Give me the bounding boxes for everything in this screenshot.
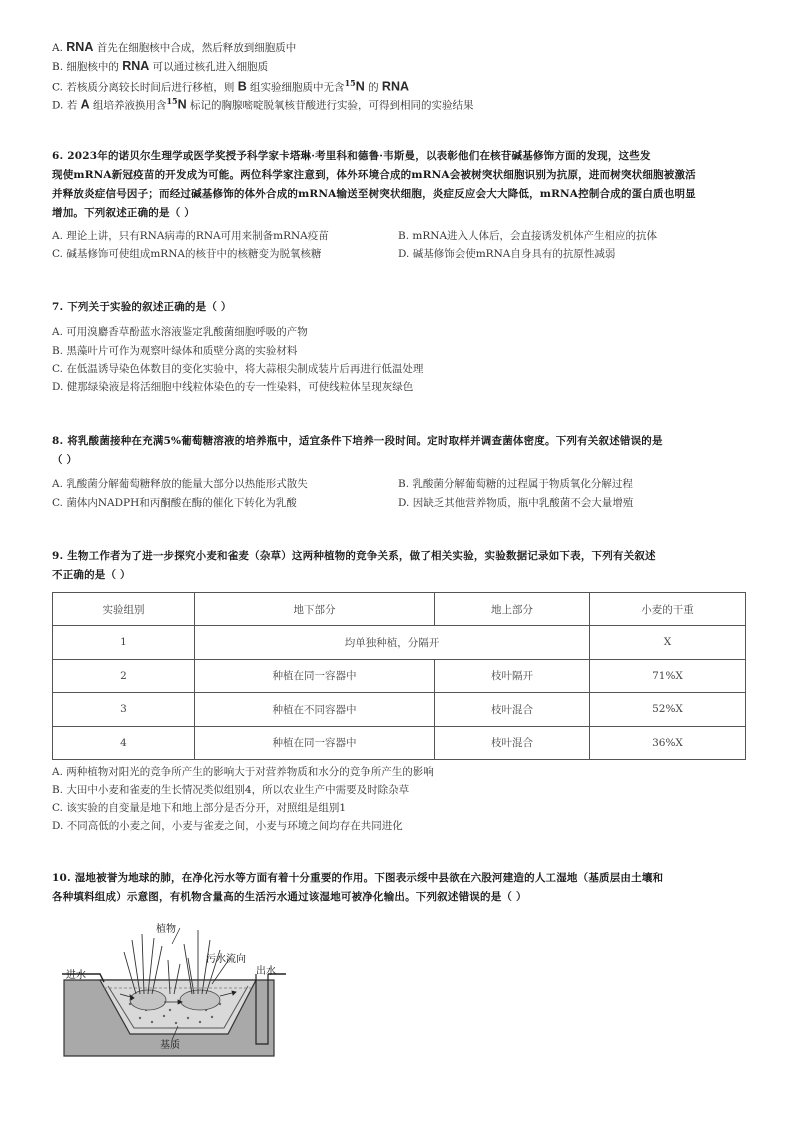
table-cell: 枝叶混合 [435, 726, 590, 760]
table-cell: 均单独种植，分隔开 [195, 626, 590, 660]
q8-option-a: A. 乳酸菌分解葡萄糖释放的能量大部分以热能形式散失 [52, 478, 308, 490]
table-cell: 种植在不同容器中 [195, 693, 435, 727]
table-row [53, 659, 746, 693]
q9-stem-line: 不正确的是（ ） [52, 569, 131, 581]
q6-stem-line: 增加。下列叙述正确的是（ ） [52, 207, 195, 219]
table-cell: 52%X [590, 693, 746, 727]
q7-option-a: A. 可用溴麝香草酚蓝水溶液鉴定乳酸菌细胞呼吸的产物 [52, 326, 308, 338]
q7-option-b: B. 黑藻叶片可作为观察叶绿体和质壁分离的实验材料 [52, 345, 298, 357]
table-cell: X [590, 626, 746, 660]
q10-stem-line: 各种填料组成）示意图，有机物含量高的生活污水通过该湿地可被净化输出。下列叙述错误的是（ ） [52, 891, 527, 903]
q7-stem: 7. 下列关于实验的叙述正确的是（ ） [52, 301, 232, 313]
table-header-cell: 地下部分 [195, 593, 435, 626]
q9-stem [52, 547, 752, 585]
q8-option-b: B. 乳酸菌分解葡萄糖的过程属于物质氧化分解过程 [398, 478, 633, 490]
q8-stem [52, 432, 752, 470]
q9-option-c: C. 该实验的自变量是地下和地上部分是否分开，对照组是组别1 [52, 802, 347, 814]
table-header-row [53, 593, 746, 626]
q8-option-d: D. 因缺乏其他营养物质，瓶中乳酸菌不会大量增殖 [398, 497, 634, 509]
figure-label-inlet: 进水 [66, 970, 86, 981]
q9-data-table [52, 592, 746, 760]
table-row [53, 693, 746, 727]
q9-option-d: D. 不同高低的小麦之间，小麦与雀麦之间，小麦与环境之间均存在共同进化 [52, 820, 403, 832]
table-cell: 3 [53, 693, 195, 727]
q7-option-c: C. 在低温诱导染色体数目的变化实验中，将大蒜根尖制成装片后再进行低温处理 [52, 363, 424, 375]
table-cell: 1 [53, 626, 195, 660]
figure-label-outlet: 出水 [256, 966, 276, 977]
table-cell: 枝叶混合 [435, 693, 590, 727]
wetland-diagram [60, 914, 290, 1066]
table-cell: 36%X [590, 726, 746, 760]
q5-option-a: A. RNA 首先在细胞核中合成，然后释放到细胞质中 [52, 40, 297, 54]
table-cell: 种植在同一容器中 [195, 726, 435, 760]
q6-option-b: B. mRNA进入人体后，会直接诱发机体产生相应的抗体 [398, 230, 658, 242]
q7-option-d: D. 健那绿染液是将活细胞中线粒体染色的专一性染料，可使线粒体呈现灰绿色 [52, 381, 414, 393]
q5-option-d: D. 若 A 组培养液换用含$^{15}$N 标记的胸腺嘧啶脱氧核苷酸进行实验，可得到相同的实验结果 [52, 96, 474, 112]
q6-stem-line: 现使mRNA新冠疫苗的开发成为可能。两位科学家注意到，体外环境合成的mRNA会被树突状细胞识别为抗原，进而树突状细胞被激活 [52, 169, 696, 181]
table-cell: 4 [53, 726, 195, 760]
q9-option-b: B. 大田中小麦和雀麦的生长情况类似组别4，所以农业生产中需要及时除杂草 [52, 784, 410, 796]
table-cell: 2 [53, 659, 195, 693]
q10-stem-line: 10. 湿地被誉为地球的肺，在净化污水等方面有着十分重要的作用。下图表示绥中县欲在六股河建造的人工湿地（基质层由土壤和 [52, 872, 664, 884]
table-row [53, 726, 746, 760]
q6-stem [52, 147, 752, 223]
table-cell: 枝叶隔开 [435, 659, 590, 693]
table-cell: 71%X [590, 659, 746, 693]
q6-option-c: C. 碱基修饰可使组成mRNA的核苷中的核糖变为脱氧核糖 [52, 248, 322, 260]
q6-option-a: A. 理论上讲，只有RNA病毒的RNA可用来制备mRNA疫苗 [52, 230, 329, 242]
table-header-cell: 实验组别 [53, 593, 195, 626]
figure-label-flow: 污水流向 [206, 954, 246, 965]
table-header-cell: 小麦的干重 [590, 593, 746, 626]
q6-stem-line: 并释放炎症信号因子；而经过碱基修饰的体外合成的mRNA输送至树突状细胞，炎症反应会大大降低，mRNA控制合成的蛋白质也明显 [52, 188, 696, 200]
figure-label-substrate: 基质 [160, 1040, 180, 1051]
table-row [53, 626, 746, 660]
q8-option-c: C. 菌体内NADPH和丙酮酸在酶的催化下转化为乳酸 [52, 497, 297, 509]
table-header-cell: 地上部分 [435, 593, 590, 626]
q6-option-d: D. 碱基修饰会使mRNA自身具有的抗原性减弱 [398, 248, 616, 260]
q5-option-c: C. 若核质分离较长时间后进行移植，则 B 组实验细胞质中无含$^{15}$N 的 RNA [52, 78, 410, 94]
q8-stem-line: 8. 将乳酸菌接种在充满5%葡萄糖溶液的培养瓶中，适宜条件下培养一段时间。定时取样并调查菌体密度。下列有关叙述错误的是 [52, 435, 663, 447]
q6-stem-line: 6. 2023年的诺贝尔生理学或医学奖授予科学家卡塔琳·考里科和德鲁·韦斯曼，以表彰他们在核苷碱基修饰方面的发现，这些发 [52, 150, 651, 162]
q9-option-a: A. 两种植物对阳光的竞争所产生的影响大于对营养物质和水分的竞争所产生的影响 [52, 766, 434, 778]
table-cell: 种植在同一容器中 [195, 659, 435, 693]
q8-stem-line: （ ） [52, 454, 78, 466]
figure-label-plants: 植物 [156, 924, 176, 935]
q10-stem [52, 869, 752, 907]
q9-stem-line: 9. 生物工作者为了进一步探究小麦和雀麦（杂草）这两种植物的竞争关系，做了相关实验，实验数据记录如下表，下列有关叙述 [52, 550, 656, 562]
q5-option-b: B. 细胞核中的 RNA 可以通过核孔进入细胞质 [52, 59, 269, 73]
